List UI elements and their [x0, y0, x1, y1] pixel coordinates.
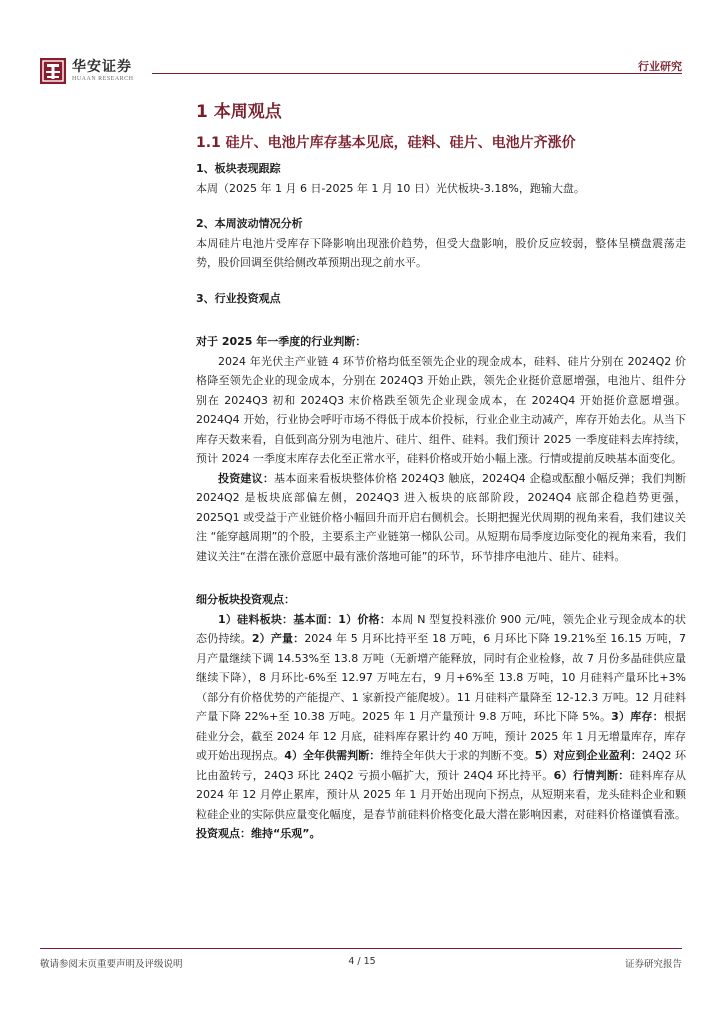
company-logo [40, 58, 134, 84]
footer-disclaimer: 敬请参阅末页重要声明及评级说明 [40, 959, 183, 970]
section-2-title: 2、本周波动情况分析 [196, 217, 303, 230]
subsection-heading: 1.1 硅片、电池片库存基本见底，硅料、硅片、电池片齐涨价 [196, 135, 576, 151]
silicon-inventory-text: 根据硅业分会，截至 2024 年 12 月底，硅料库存累计约 40 万吨，预计 2025 年 1 月无增量库存，库存或开始出现拐点。 [196, 710, 687, 762]
header-divider [152, 73, 682, 74]
section-1-title: 1、板块表现跟踪 [196, 162, 281, 175]
logo-chinese-name: 华安证券 [72, 59, 132, 75]
section-2-text: 本周硅片电池片受库存下降影响出现涨价趋势，但受大盘影响，股价反应较弱，整体呈横盘震荡走势，股价回调至供给侧改革预期出现之前水平。 [196, 236, 686, 269]
silicon-segment-paragraph [196, 610, 686, 844]
silicon-price-label: 1）硅料板块：基本面：1）价格： [218, 612, 392, 626]
silicon-supply-demand-text: 维持全年供大于求的判断不变。 [380, 749, 535, 762]
silicon-outlook-label: 6）行情判断： [553, 768, 630, 782]
industry-judgment-text: 2024 年光伏主产业链 4 环节价格均低至领先企业的现金成本，硅料、硅片分别在 2024Q2 价格降至领先企业的现金成本，分别在 2024Q3 开始止跌，领先企业挺价意愿增强，电池片、组件分别在 2024Q3 初和 2024Q3 末价格跌至领先企业现金成本，在 2024Q4 开始挺价意愿增强。2024Q4 开始，行业协会呼吁市场不得低于成本价投标，行业企业主动减产，库存开始去化。从当下库存天数来看，自低到高分别为电池片、硅片、组件、硅料。我们预计 2025 一季度硅料去库持续，预计 2024 一季度末库存去化至正常水平，硅料价格或开始小幅上涨。行情或提前反映基本面变化。 [196, 354, 686, 465]
industry-judgment-title: 对于 2025 年一季度的行业判断： [196, 335, 367, 348]
logo-english-name: HUAAN RESEARCH [72, 76, 134, 82]
logo-seal-icon [40, 58, 66, 84]
silicon-supply-demand-label: 4）全年供需判断： [284, 749, 381, 762]
footer-divider [40, 948, 682, 949]
investment-advice-label: 投资建议： [218, 471, 275, 485]
report-body [196, 159, 686, 844]
silicon-output-text: 2024 年 5 月环比持平至 18 万吨，6 月环比下降 19.21%至 16.15 万吨，7 月产量继续下调 14.53%至 13.8 万吨（无新增产能释放，同时有企业检修，故 7 月份多晶硅供应量继续下降），8 月环比-6%至 12.97 万吨左右，9 月+6%至 13.8 万吨，10 月硅料产量环比+3%（部分有价格优势的产能提产、1 家新投产能爬坡）。11 月硅料产量降至 12-12.3 万吨。12 月硅料产量下降 22%+至 10.38 万吨。2025 年 1 月产量预计 9.8 万吨，环比下降 5%。 [196, 632, 686, 723]
page-number: 4 / 15 [348, 956, 376, 967]
report-category-label: 行业研究 [638, 60, 682, 73]
investment-advice-paragraph [196, 469, 686, 567]
silicon-investment-view: 投资观点：维持“乐观”。 [196, 827, 321, 840]
silicon-profit-text: 24Q2 环比由盈转亏，24Q3 环比 24Q2 亏损小幅扩大，预计 24Q4 环比持平。 [196, 749, 687, 782]
silicon-output-label: 2）产量： [251, 632, 305, 645]
segment-views-title: 细分板块投资观点： [196, 593, 295, 606]
section-heading: 1 本周观点 [196, 102, 282, 122]
section-1-text: 本周（2025 年 1 月 6 日-2025 年 1 月 10 日）光伏板块-3.18%，跑输大盘。 [196, 181, 585, 195]
silicon-inventory-label: 3）库存： [611, 710, 664, 723]
silicon-profit-label: 5）对应到企业盈利： [534, 749, 642, 762]
investment-advice-text: 基本面来看板块整体价格 2024Q3 触底，2024Q4 企稳或酝酿小幅反弹；我们判断 2024Q2 是板块底部偏左侧，2024Q3 进入板块的底部阶段，2024Q4 底部企稳趋势更强，2025Q1 或受益于产业链价格小幅回升而开启右侧机会。长期把握光伏周期的视角来看，我们建议关注 “能穿越周期”的个股，主要系主产业链第一梯队公司。从短期布局季度边际变化的视角来看，我们建议关注“在潜在涨价意愿中最有涨价落地可能”的环节，环节排序电池片、硅片、硅料。 [196, 471, 686, 563]
section-3-title: 3、行业投资观点 [196, 291, 281, 305]
footer-report-type: 证券研究报告 [624, 959, 682, 970]
silicon-price-text: 本周 N 型复投料涨价 900 元/吨，领先企业亏现金成本的状态仍持续。 [196, 612, 686, 645]
silicon-outlook-text: 硅料库存从 2024 年 12 月停止累库，预计从 2025 年 1 月开始出现向下拐点，从短期来看，龙头硅料企业和颗粒硅企业的实际供应量变化幅度，是春节前硅料价格变化最大潜在影响因素，对硅料价格谨慎看涨。 [196, 768, 686, 821]
